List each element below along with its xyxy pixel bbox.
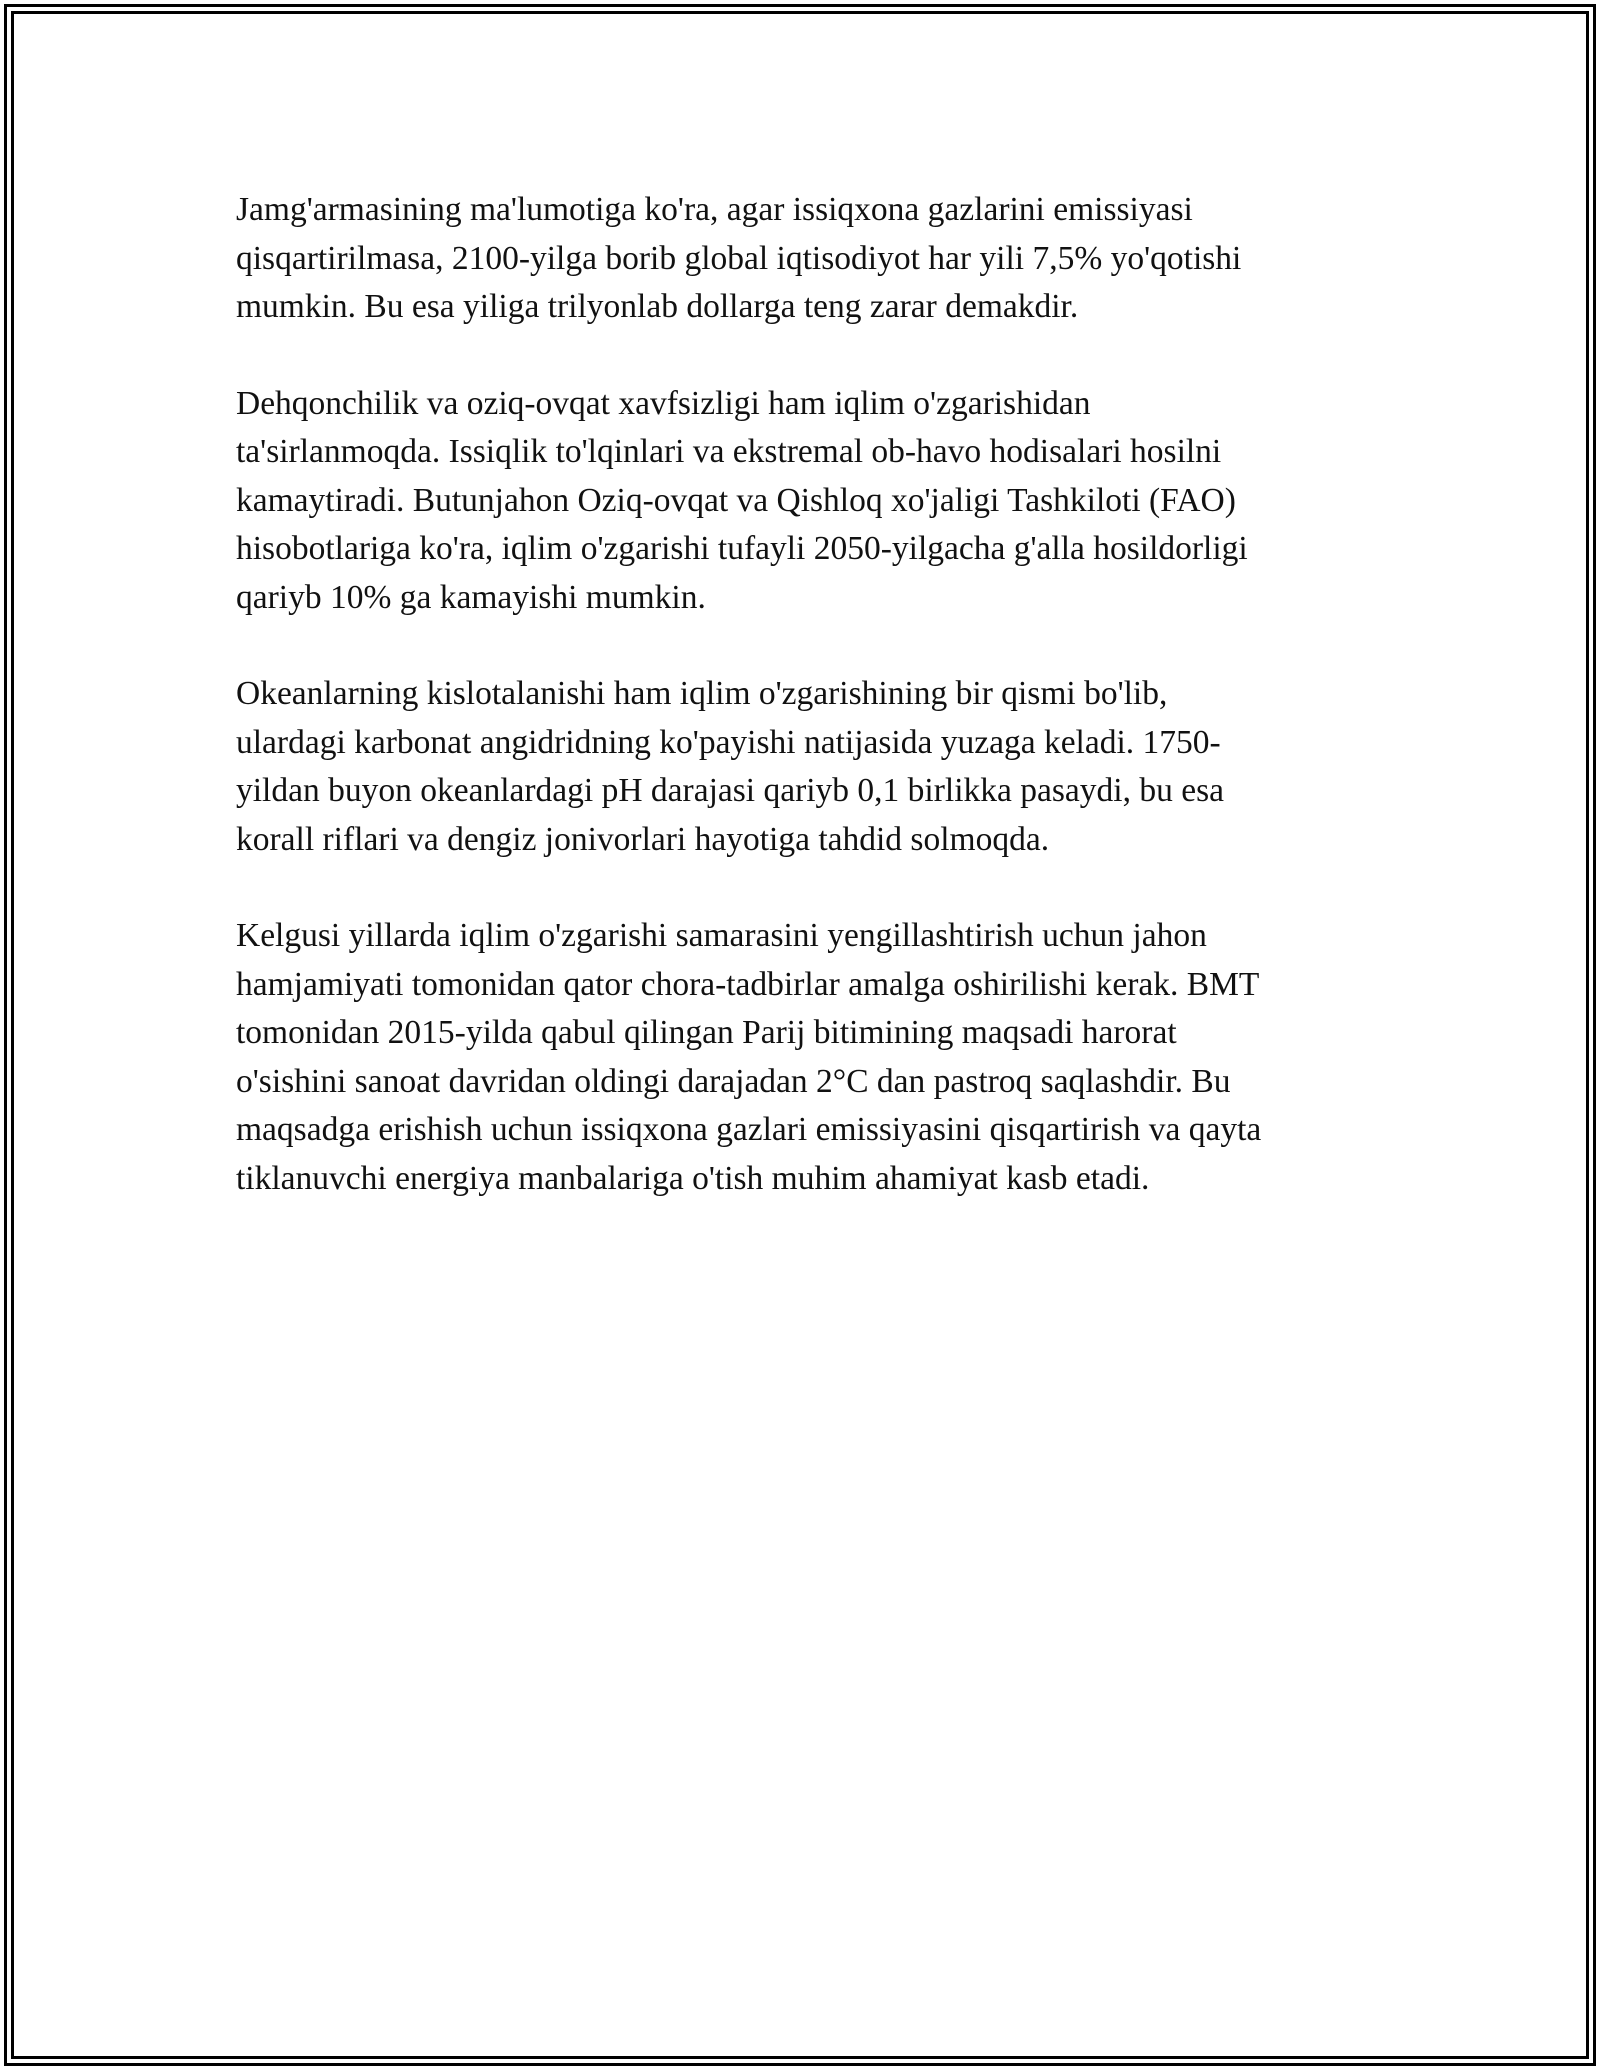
text-line: mumkin. Bu esa yiliga trilyonlab dollarga teng zarar demakdir. bbox=[236, 288, 1079, 325]
text-line: hamjamiyati tomonidan qator chora-tadbirlar amalga oshirilishi kerak. BMT bbox=[236, 965, 1260, 1003]
text-line: o'sishini sanoat davridan oldingi darajadan 2°C dan pastroq saqlashdir. Bu bbox=[236, 1062, 1231, 1100]
text-line: qisqartirilmasa, 2100-yilga borib global iqtisodiyot har yili 7,5% yo'qotishi bbox=[236, 239, 1242, 277]
paragraph-paris-agreement bbox=[236, 912, 1366, 1203]
paragraph-ocean-acidification bbox=[236, 670, 1366, 864]
text-line: yildan buyon okeanlardagi pH darajasi qariyb 0,1 birlikka pasaydi, bu esa bbox=[236, 772, 1224, 809]
paragraph-food-security bbox=[236, 380, 1366, 623]
text-line: tomonidan 2015-yilda qabul qilingan Parij bitimining maqsadi harorat bbox=[236, 1014, 1177, 1051]
text-line: Dehqonchilik va oziq-ovqat xavfsizligi ham iqlim o'zgarishidan bbox=[236, 384, 1091, 422]
text-line: hisobotlariga ko'ra, iqlim o'zgarishi tufayli 2050-yilgacha g'alla hosildorligi bbox=[236, 530, 1248, 567]
text-line: Okeanlarning kislotalanishi ham iqlim o'zgarishining bir qismi bo'lib, bbox=[236, 675, 1168, 712]
text-line: Jamg'armasining ma'lumotiga ko'ra, agar issiqxona gazlarini emissiyasi bbox=[236, 191, 1193, 228]
text-line: Kelgusi yillarda iqlim o'zgarishi samarasini yengillashtirish uchun jahon bbox=[236, 917, 1207, 954]
text-line: tiklanuvchi energiya manbalariga o'tish muhim ahamiyat kasb etadi. bbox=[236, 1159, 1150, 1197]
text-line: korall riflari va dengiz jonivorlari hayotiga tahdid solmoqda. bbox=[236, 820, 1050, 858]
document-body bbox=[236, 186, 1366, 1251]
text-line: ta'sirlanmoqda. Issiqlik to'lqinlari va ekstremal ob-havo hodisalari hosilni bbox=[236, 433, 1222, 470]
text-line: maqsadga erishish uchun issiqxona gazlari emissiyasini qisqartirish va qayta bbox=[236, 1111, 1262, 1148]
text-line: kamaytiradi. Butunjahon Oziq-ovqat va Qishloq xo'jaligi Tashkiloti (FAO) bbox=[236, 481, 1236, 519]
paragraph-economic-loss bbox=[236, 186, 1366, 332]
text-line: ulardagi karbonat angidridning ko'payishi natijasida yuzaga keladi. 1750- bbox=[236, 723, 1221, 761]
text-line: qariyb 10% ga kamayishi mumkin. bbox=[236, 578, 706, 616]
